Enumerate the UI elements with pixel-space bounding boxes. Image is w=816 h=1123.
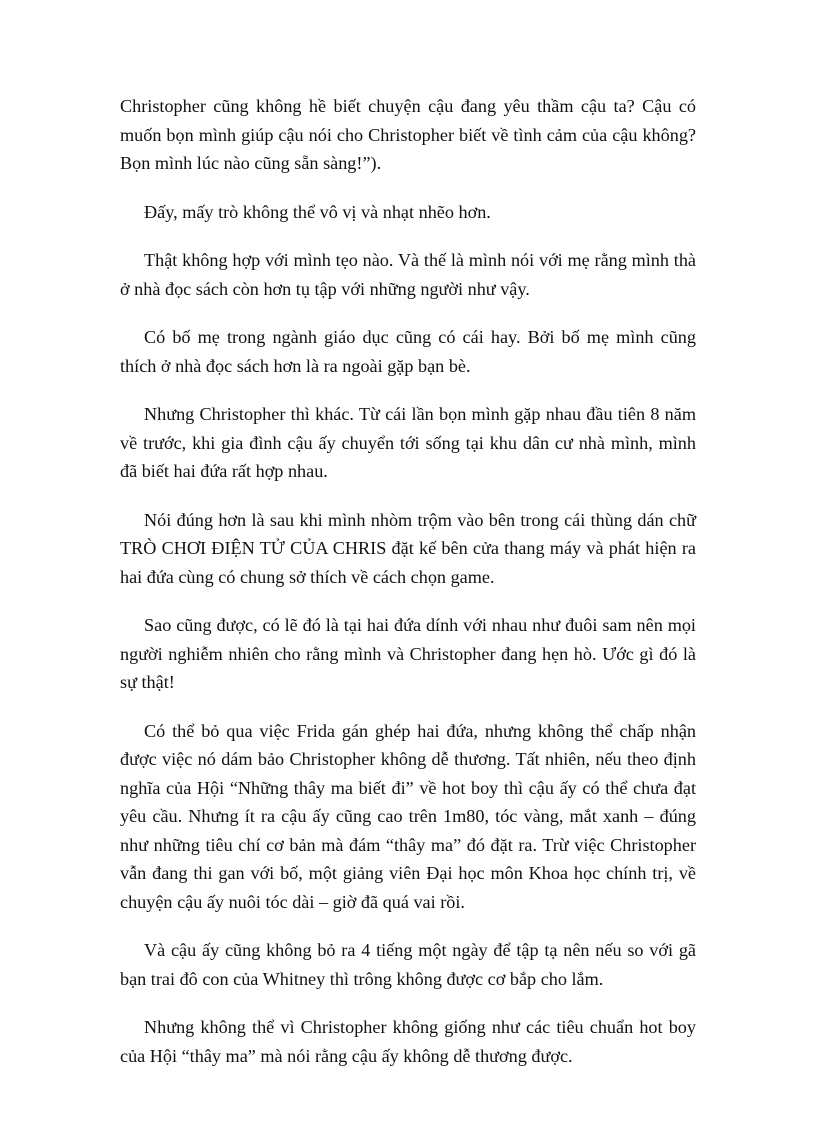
paragraph-3: Thật không hợp với mình tẹo nào. Và thế là mình nói với mẹ rằng mình thà ở nhà đọc sách còn hơn tụ tập với những người như vậy. <box>120 250 696 299</box>
paragraph-8: Có thể bỏ qua việc Frida gán ghép hai đứa, nhưng không thể chấp nhận được việc nó dám bảo Christopher không dễ thương. Tất nhiên, nếu theo định nghĩa của Hội “Những thây ma biết đi” về hot boy thì cậu ấy có thể chưa đạt yêu cầu. Nhưng ít ra cậu ấy cũng cao trên 1m80, tóc vàng, mắt xanh – đúng như những tiêu chí cơ bản mà đám “thây ma” đó đặt ra. Trừ việc Christopher vẫn đang thi gan với bố, một giảng viên Đại học môn Khoa học chính trị, về chuyện cậu ấy nuôi tóc dài – giờ đã quá vai rồi. <box>120 720 696 912</box>
paragraph-5: Nhưng Christopher thì khác. Từ cái lần bọn mình gặp nhau đầu tiên 8 năm về trước, khi gia đình cậu ấy chuyển tới sống tại khu dân cư nhà mình, mình đã biết hai đứa rất hợp nhau. <box>120 404 696 481</box>
paragraph-9: Và cậu ấy cũng không bỏ ra 4 tiếng một ngày để tập tạ nên nếu so với gã bạn trai đô con của Whitney thì trông không được cơ bắp cho lắm. <box>120 940 696 989</box>
paragraph-7: Sao cũng được, có lẽ đó là tại hai đứa dính với nhau như đuôi sam nên mọi người nghiễm nhiên cho rằng mình và Christopher đang hẹn hò. Ước gì đó là sự thật! <box>120 615 696 692</box>
paragraph-4: Có bố mẹ trong ngành giáo dục cũng có cái hay. Bởi bố mẹ mình cũng thích ở nhà đọc sách hơn là ra ngoài gặp bạn bè. <box>120 327 696 376</box>
paragraph-10: Nhưng không thể vì Christopher không giống như các tiêu chuẩn hot boy của Hội “thây ma” mà nói rằng cậu ấy không dễ thương được. <box>120 1017 696 1066</box>
paragraph-6: Nói đúng hơn là sau khi mình nhòm trộm vào bên trong cái thùng dán chữ TRÒ CHƠI ĐIỆN TỬ CỦA CHRIS đặt kế bên cửa thang máy và phát hiện ra hai đứa cùng có chung sở thích về cách chọn game. <box>120 509 696 587</box>
document-page <box>120 92 696 1090</box>
paragraph-2: Đấy, mấy trò không thể vô vị và nhạt nhẽo hơn. <box>144 201 491 222</box>
paragraph-1: Christopher cũng không hề biết chuyện cậu đang yêu thầm cậu ta? Cậu có muốn bọn mình giúp cậu nói cho Christopher biết về tình cảm của cậu không? Bọn mình lúc nào cũng sẵn sàng!”). <box>120 96 696 173</box>
